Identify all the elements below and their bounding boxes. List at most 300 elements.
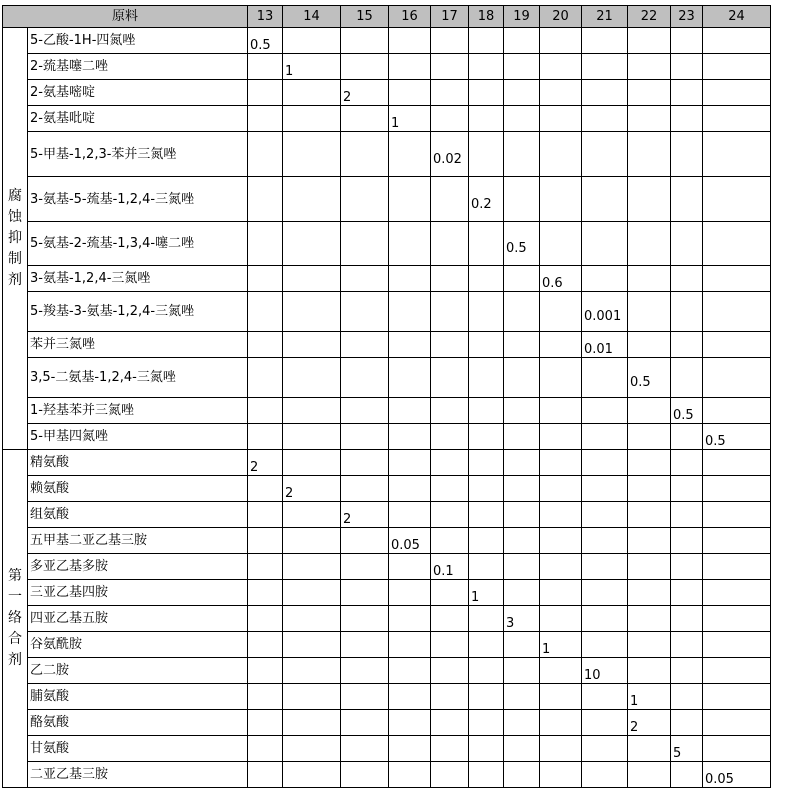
value-cell — [703, 266, 771, 292]
cell-value: 2 — [250, 460, 259, 475]
value-cell — [341, 502, 389, 528]
value-cell — [389, 106, 431, 132]
value-cell — [504, 762, 540, 788]
value-cell — [469, 528, 504, 554]
value-cell — [671, 358, 703, 398]
value-cell — [504, 710, 540, 736]
value-cell — [283, 358, 341, 398]
value-cell — [283, 658, 341, 684]
material-name-cell — [28, 80, 248, 106]
value-cell — [628, 450, 671, 476]
material-name: 苯并三氮唑 — [30, 337, 96, 352]
header-col: 13 — [248, 6, 283, 28]
value-cell — [431, 266, 469, 292]
value-cell — [341, 762, 389, 788]
table-row — [3, 332, 771, 358]
cell-value: 0.01 — [584, 342, 613, 357]
value-cell — [469, 580, 504, 606]
value-cell — [540, 450, 582, 476]
value-cell — [283, 266, 341, 292]
value-cell — [341, 736, 389, 762]
value-cell — [504, 606, 540, 632]
value-cell — [703, 658, 771, 684]
value-cell — [504, 424, 540, 450]
value-cell — [582, 528, 628, 554]
material-name-cell — [28, 762, 248, 788]
value-cell — [431, 684, 469, 710]
table-row — [3, 450, 771, 476]
value-cell — [671, 762, 703, 788]
value-cell — [703, 292, 771, 332]
material-name-cell — [28, 528, 248, 554]
value-cell — [703, 450, 771, 476]
cell-value: 2 — [343, 512, 352, 527]
material-name: 谷氨酰胺 — [30, 637, 83, 652]
value-cell — [504, 106, 540, 132]
material-name: 2-氨基吡啶 — [30, 111, 95, 126]
group-label: 第一络合剂 — [8, 568, 22, 668]
value-cell — [504, 528, 540, 554]
value-cell — [671, 132, 703, 177]
value-cell — [582, 684, 628, 710]
value-cell — [671, 710, 703, 736]
value-cell — [283, 222, 341, 266]
material-name: 脯氨酸 — [30, 689, 70, 704]
cell-value: 0.2 — [471, 196, 492, 212]
value-cell — [283, 28, 341, 54]
value-cell — [703, 358, 771, 398]
value-cell — [582, 606, 628, 632]
value-cell — [341, 132, 389, 177]
material-name-cell — [28, 476, 248, 502]
value-cell — [628, 54, 671, 80]
value-cell — [248, 54, 283, 80]
value-cell — [703, 736, 771, 762]
value-cell — [628, 266, 671, 292]
material-name-cell — [28, 580, 248, 606]
value-cell — [389, 398, 431, 424]
value-cell — [628, 424, 671, 450]
header-col: 15 — [341, 6, 389, 28]
value-cell — [341, 54, 389, 80]
value-cell — [389, 80, 431, 106]
cell-value: 0.6 — [542, 276, 563, 291]
value-cell — [389, 528, 431, 554]
value-cell — [389, 28, 431, 54]
value-cell — [703, 632, 771, 658]
value-cell — [671, 424, 703, 450]
value-cell — [431, 54, 469, 80]
material-name-cell — [28, 502, 248, 528]
value-cell — [540, 684, 582, 710]
value-cell — [431, 762, 469, 788]
value-cell — [582, 580, 628, 606]
value-cell — [628, 222, 671, 266]
value-cell — [248, 736, 283, 762]
value-cell — [248, 398, 283, 424]
header-material: 原料 — [3, 6, 248, 28]
material-name: 多亚乙基多胺 — [30, 559, 109, 574]
value-cell — [703, 762, 771, 788]
cell-value: 2 — [343, 90, 352, 105]
value-cell — [628, 710, 671, 736]
value-cell — [341, 106, 389, 132]
value-cell — [540, 528, 582, 554]
value-cell — [628, 658, 671, 684]
value-cell — [469, 606, 504, 632]
value-cell — [389, 177, 431, 222]
header-col: 16 — [389, 6, 431, 28]
value-cell — [469, 632, 504, 658]
header-col: 14 — [283, 6, 341, 28]
value-cell — [469, 177, 504, 222]
material-name-cell — [28, 424, 248, 450]
table-row — [3, 528, 771, 554]
value-cell — [671, 736, 703, 762]
value-cell — [389, 476, 431, 502]
cell-value: 3 — [506, 616, 515, 631]
table-row — [3, 424, 771, 450]
group-label: 腐蚀抑制剂 — [8, 188, 22, 288]
table-row — [3, 762, 771, 788]
material-name-cell — [28, 292, 248, 332]
cell-value: 0.5 — [506, 241, 527, 256]
value-cell — [540, 632, 582, 658]
value-cell — [628, 528, 671, 554]
value-cell — [283, 106, 341, 132]
value-cell — [671, 502, 703, 528]
value-cell — [582, 54, 628, 80]
value-cell — [248, 658, 283, 684]
table-row — [3, 292, 771, 332]
material-name: 3-氨基-5-巯基-1,2,4-三氮唑 — [30, 191, 195, 207]
material-name-cell — [28, 132, 248, 177]
material-name: 2-巯基噻二唑 — [30, 59, 108, 74]
value-cell — [283, 684, 341, 710]
value-cell — [283, 502, 341, 528]
value-cell — [469, 80, 504, 106]
value-cell — [248, 580, 283, 606]
cell-value: 5 — [673, 746, 682, 761]
value-cell — [504, 332, 540, 358]
value-cell — [389, 736, 431, 762]
value-cell — [469, 502, 504, 528]
material-name: 甘氨酸 — [30, 741, 70, 756]
material-name: 2-氨基嘧啶 — [30, 85, 95, 100]
header-col: 19 — [504, 6, 540, 28]
value-cell — [628, 132, 671, 177]
value-cell — [582, 476, 628, 502]
value-cell — [540, 398, 582, 424]
value-cell — [431, 476, 469, 502]
table-row — [3, 736, 771, 762]
value-cell — [283, 606, 341, 632]
value-cell — [504, 476, 540, 502]
value-cell — [671, 450, 703, 476]
value-cell — [248, 266, 283, 292]
header-col: 18 — [469, 6, 504, 28]
material-name: 酪氨酸 — [30, 715, 70, 730]
value-cell — [389, 358, 431, 398]
value-cell — [469, 332, 504, 358]
value-cell — [341, 450, 389, 476]
value-cell — [504, 580, 540, 606]
value-cell — [703, 502, 771, 528]
value-cell — [469, 736, 504, 762]
value-cell — [431, 424, 469, 450]
value-cell — [283, 132, 341, 177]
value-cell — [469, 684, 504, 710]
table-row — [3, 476, 771, 502]
value-cell — [582, 398, 628, 424]
value-cell — [283, 177, 341, 222]
table-row — [3, 54, 771, 80]
table-row — [3, 266, 771, 292]
cell-value: 0.001 — [584, 309, 622, 324]
value-cell — [341, 80, 389, 106]
value-cell — [389, 762, 431, 788]
value-cell — [628, 580, 671, 606]
table-row — [3, 554, 771, 580]
value-cell — [671, 554, 703, 580]
cell-value: 0.5 — [673, 408, 694, 423]
header-col: 23 — [671, 6, 703, 28]
cell-value: 1 — [630, 694, 639, 709]
value-cell — [703, 424, 771, 450]
material-name-cell — [28, 632, 248, 658]
value-cell — [582, 28, 628, 54]
value-cell — [703, 684, 771, 710]
value-cell — [469, 266, 504, 292]
value-cell — [703, 476, 771, 502]
value-cell — [671, 28, 703, 54]
cell-value: 0.05 — [391, 538, 420, 553]
table-row — [3, 658, 771, 684]
value-cell — [628, 606, 671, 632]
value-cell — [283, 424, 341, 450]
value-cell — [341, 658, 389, 684]
value-cell — [469, 476, 504, 502]
table-row — [3, 398, 771, 424]
cell-value: 0.05 — [705, 772, 734, 787]
value-cell — [540, 580, 582, 606]
value-cell — [703, 132, 771, 177]
value-cell — [341, 554, 389, 580]
value-cell — [540, 710, 582, 736]
value-cell — [283, 476, 341, 502]
value-cell — [283, 710, 341, 736]
cell-value: 2 — [285, 486, 294, 501]
value-cell — [540, 28, 582, 54]
value-cell — [504, 450, 540, 476]
value-cell — [341, 177, 389, 222]
value-cell — [248, 28, 283, 54]
material-name-cell — [28, 332, 248, 358]
value-cell — [389, 710, 431, 736]
value-cell — [671, 266, 703, 292]
value-cell — [540, 658, 582, 684]
value-cell — [671, 476, 703, 502]
value-cell — [469, 132, 504, 177]
material-name-cell — [28, 736, 248, 762]
value-cell — [341, 632, 389, 658]
value-cell — [582, 710, 628, 736]
table-row — [3, 106, 771, 132]
value-cell — [628, 684, 671, 710]
value-cell — [671, 106, 703, 132]
material-name: 组氨酸 — [30, 507, 70, 522]
value-cell — [628, 502, 671, 528]
value-cell — [504, 658, 540, 684]
value-cell — [628, 28, 671, 54]
value-cell — [248, 177, 283, 222]
header-col: 22 — [628, 6, 671, 28]
cell-value: 0.5 — [705, 434, 726, 449]
value-cell — [431, 398, 469, 424]
value-cell — [431, 606, 469, 632]
table-row — [3, 684, 771, 710]
value-cell — [248, 684, 283, 710]
value-cell — [628, 476, 671, 502]
value-cell — [469, 106, 504, 132]
value-cell — [341, 398, 389, 424]
value-cell — [283, 450, 341, 476]
value-cell — [703, 606, 771, 632]
value-cell — [582, 177, 628, 222]
value-cell — [431, 177, 469, 222]
value-cell — [582, 658, 628, 684]
value-cell — [248, 222, 283, 266]
header-col: 21 — [582, 6, 628, 28]
value-cell — [628, 554, 671, 580]
value-cell — [504, 222, 540, 266]
value-cell — [504, 554, 540, 580]
cell-value: 10 — [584, 668, 601, 683]
value-cell — [540, 424, 582, 450]
material-name: 乙二胺 — [30, 663, 70, 678]
value-cell — [671, 606, 703, 632]
material-name: 5-甲基四氮唑 — [30, 429, 108, 444]
material-name-cell — [28, 177, 248, 222]
value-cell — [389, 266, 431, 292]
value-cell — [671, 632, 703, 658]
table-row — [3, 502, 771, 528]
value-cell — [504, 632, 540, 658]
value-cell — [248, 476, 283, 502]
value-cell — [582, 266, 628, 292]
material-name-cell — [28, 28, 248, 54]
value-cell — [582, 502, 628, 528]
value-cell — [540, 358, 582, 398]
value-cell — [341, 684, 389, 710]
value-cell — [540, 132, 582, 177]
value-cell — [431, 28, 469, 54]
value-cell — [540, 606, 582, 632]
value-cell — [283, 332, 341, 358]
value-cell — [582, 424, 628, 450]
value-cell — [283, 554, 341, 580]
material-name: 5-羧基-3-氨基-1,2,4-三氮唑 — [30, 304, 195, 319]
value-cell — [671, 398, 703, 424]
value-cell — [341, 710, 389, 736]
value-cell — [504, 80, 540, 106]
material-name-cell — [28, 222, 248, 266]
material-name-cell — [28, 450, 248, 476]
value-cell — [389, 658, 431, 684]
value-cell — [248, 106, 283, 132]
value-cell — [469, 554, 504, 580]
value-cell — [504, 358, 540, 398]
table-row — [3, 358, 771, 398]
value-cell — [469, 424, 504, 450]
value-cell — [248, 424, 283, 450]
value-cell — [469, 398, 504, 424]
value-cell — [582, 358, 628, 398]
value-cell — [469, 28, 504, 54]
value-cell — [389, 632, 431, 658]
value-cell — [341, 424, 389, 450]
value-cell — [431, 80, 469, 106]
material-name-cell — [28, 54, 248, 80]
table-row — [3, 632, 771, 658]
material-name: 赖氨酸 — [30, 481, 70, 496]
value-cell — [431, 132, 469, 177]
material-name: 二亚乙基三胺 — [30, 767, 109, 782]
value-cell — [671, 580, 703, 606]
value-cell — [540, 762, 582, 788]
value-cell — [582, 736, 628, 762]
value-cell — [703, 177, 771, 222]
group-label-cell — [3, 28, 28, 450]
value-cell — [389, 684, 431, 710]
value-cell — [248, 292, 283, 332]
value-cell — [504, 54, 540, 80]
cell-value: 0.1 — [433, 564, 454, 579]
value-cell — [628, 177, 671, 222]
value-cell — [703, 528, 771, 554]
value-cell — [540, 292, 582, 332]
value-cell — [540, 54, 582, 80]
table-row — [3, 580, 771, 606]
group-label-cell — [3, 450, 28, 788]
value-cell — [389, 222, 431, 266]
value-cell — [540, 332, 582, 358]
value-cell — [248, 554, 283, 580]
value-cell — [504, 398, 540, 424]
value-cell — [469, 450, 504, 476]
value-cell — [504, 132, 540, 177]
value-cell — [431, 528, 469, 554]
material-name: 5-乙酸-1H-四氮唑 — [30, 33, 136, 48]
value-cell — [703, 106, 771, 132]
value-cell — [341, 476, 389, 502]
value-cell — [703, 332, 771, 358]
value-cell — [341, 28, 389, 54]
table-row — [3, 222, 771, 266]
value-cell — [389, 606, 431, 632]
material-name-cell — [28, 658, 248, 684]
value-cell — [248, 358, 283, 398]
value-cell — [283, 736, 341, 762]
value-cell — [389, 502, 431, 528]
value-cell — [431, 332, 469, 358]
material-name: 3,5-二氨基-1,2,4-三氮唑 — [30, 370, 176, 385]
value-cell — [341, 358, 389, 398]
cell-value: 0.02 — [433, 151, 462, 167]
table-row — [3, 606, 771, 632]
header-col: 20 — [540, 6, 582, 28]
value-cell — [248, 80, 283, 106]
